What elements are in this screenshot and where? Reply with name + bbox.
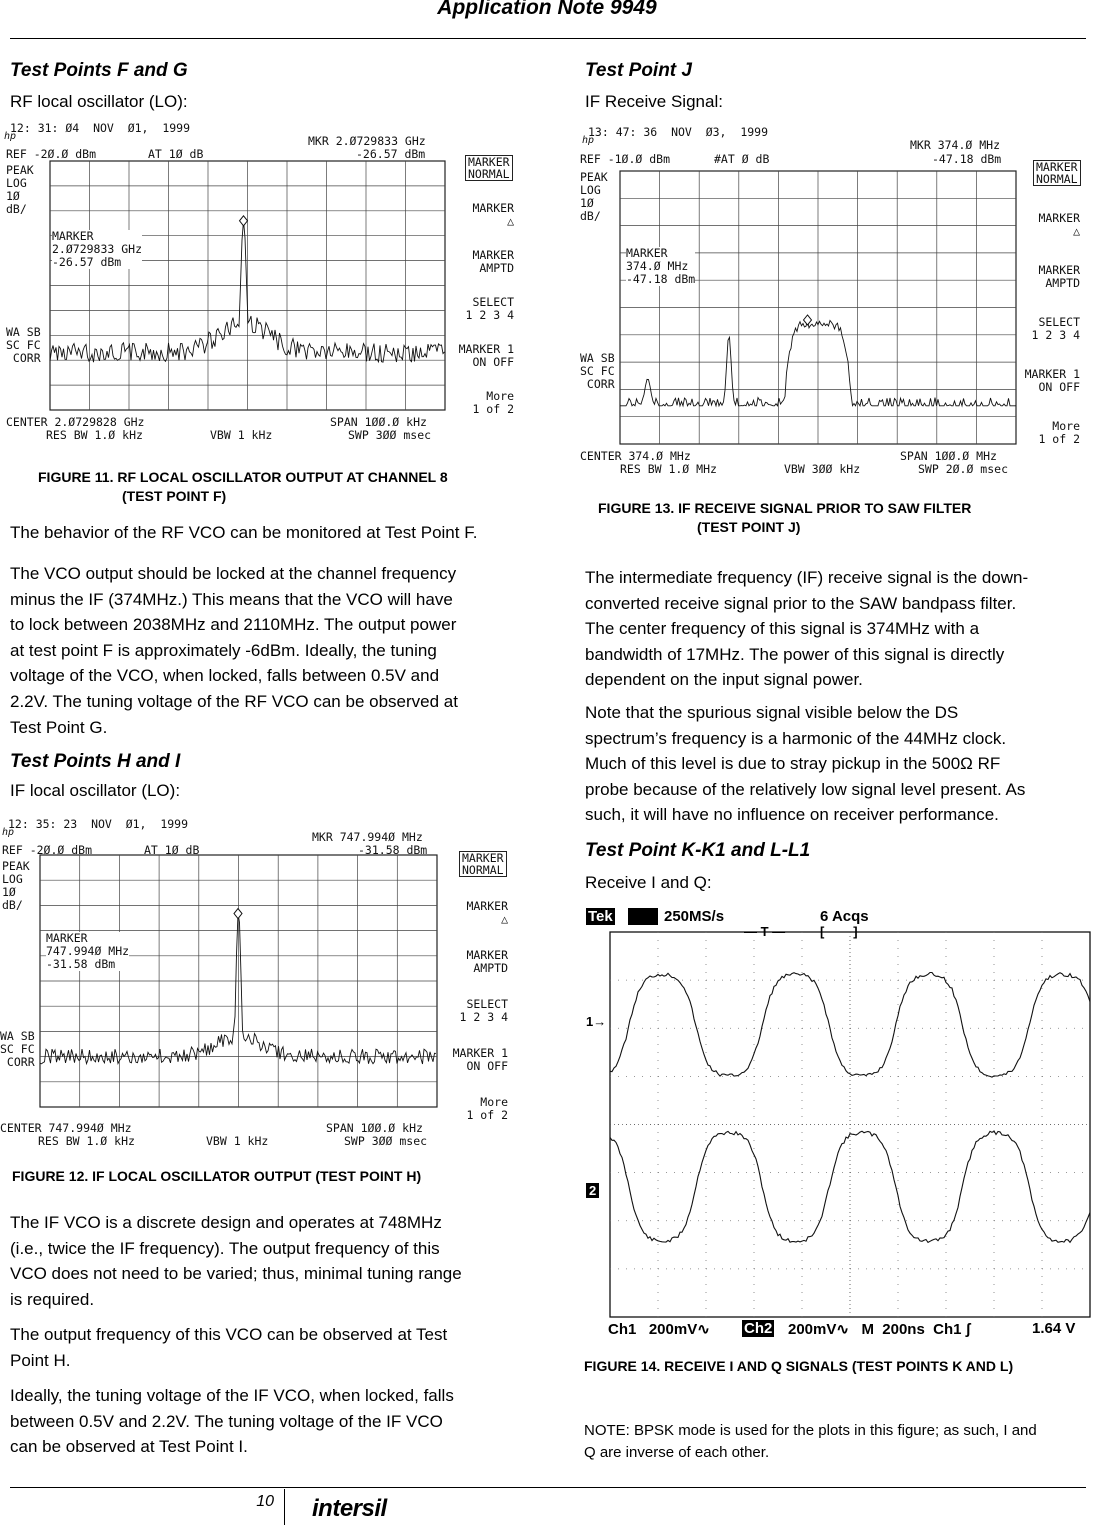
section-heading-kl: Test Point K-K1 and L-L1 bbox=[585, 840, 811, 861]
page-header-title: Application Note 9949 bbox=[437, 0, 657, 19]
left-paragraph-5: Ideally, the tuning voltage of the IF VCO, when locked, falls between 0.5V and 2.2V. The tuning voltage of the IF VCO can be observed at Test Point I. bbox=[10, 1386, 454, 1457]
fig13-center-freq: CENTER 374.Ø MHz bbox=[580, 449, 691, 463]
fig14-plot-svg bbox=[580, 908, 1094, 1343]
subheading-if-lo: IF local oscillator (LO): bbox=[10, 781, 181, 800]
fig12-plot-svg bbox=[0, 818, 514, 1152]
fig13-attenuation: #AT Ø dB bbox=[714, 152, 770, 166]
fig13-softkey-marker-delta: MARKER △ bbox=[1038, 211, 1080, 238]
section-heading-j: Test Point J bbox=[585, 60, 692, 81]
scope-trigger-level: 1.64 V bbox=[1032, 1320, 1076, 1337]
hp-logo-icon: hp bbox=[582, 135, 595, 146]
figure-14-caption: FIGURE 14. RECEIVE I AND Q SIGNALS (TEST POINTS K AND L) bbox=[584, 1358, 1014, 1374]
footer-rule bbox=[10, 1487, 1086, 1488]
fig11-softkey-marker-normal: MARKER NORMAL bbox=[465, 155, 513, 181]
ch2-ground-marker: 2 bbox=[586, 1183, 599, 1198]
figure-13-caption-line1: FIGURE 13. IF RECEIVE SIGNAL PRIOR TO SAW FILTER bbox=[598, 500, 972, 516]
scope-ch1-scale: Ch1 200mV∿ bbox=[608, 1321, 710, 1338]
scope-brand-label: Tek bbox=[588, 908, 613, 925]
fig12-center-freq: CENTER 747.994Ø MHz bbox=[0, 1121, 132, 1135]
marker-diamond-icon bbox=[240, 216, 248, 226]
fig12-marker-freq: MKR 747.994Ø MHz bbox=[312, 830, 423, 844]
left-paragraph-2: The VCO output should be locked at the channel frequency minus the IF (374MHz.) This means that the VCO will have to lock between 2038MHz and 2110MHz. The output power at test point F is approximately -6dBm. Ideally, the tuning voltage of the VCO, when locked, falls between 0.5V and 2.2V. The tuning voltage of the RF VCO can be observed at Test Point G. bbox=[10, 564, 458, 737]
subheading-receive-iq: Receive I and Q: bbox=[585, 873, 712, 892]
fig11-mode-labels: WA SB SC FC CORR bbox=[6, 325, 41, 365]
section-heading-hi: Test Points H and I bbox=[10, 751, 181, 772]
marker-diamond-icon bbox=[234, 909, 242, 919]
fig11-scale-labels: PEAK LOG 1Ø dB/ bbox=[6, 163, 34, 216]
page-number: 10 bbox=[256, 1493, 274, 1510]
fig13-softkey-select: SELECT 1 2 3 4 bbox=[1031, 315, 1080, 342]
header-rule bbox=[10, 38, 1086, 39]
fig12-softkey-marker-normal: MARKER NORMAL bbox=[459, 851, 507, 877]
fig12-marker-readout: MARKER 747.994Ø MHz -31.58 dBm bbox=[46, 931, 130, 971]
fig13-rbw: RES BW 1.Ø MHz bbox=[620, 462, 717, 476]
fig11-softkey-select: SELECT 1 2 3 4 bbox=[465, 295, 514, 322]
right-paragraph-1: The intermediate frequency (IF) receive signal is the down- converted receive signal prior to the SAW bandpass filter. The center frequency of this signal is 374MHz with a bandwidth of 17MHz. The power of this signal is directly dependent on the input signal power. bbox=[585, 568, 1029, 690]
fig12-sweep: SWP 3ØØ msec bbox=[344, 1134, 428, 1148]
fig13-ref-level: REF -1Ø.Ø dBm bbox=[580, 152, 671, 166]
fig11-marker-readout: MARKER 2.Ø729833 GHz -26.57 dBm bbox=[52, 229, 143, 269]
fig12-span: SPAN 1ØØ.Ø kHz bbox=[326, 1121, 423, 1135]
scope-ch2-label: Ch2 bbox=[744, 1320, 773, 1337]
figure-14-scope-plot bbox=[580, 908, 1094, 1343]
right-paragraph-2: Note that the spurious signal visible below the DS spectrum’s frequency is a harmonic of the 44MHz clock. Much of this level is due to stray pickup in the 500Ω RF probe because of the relatively low signal level present. As such, it will have no influence on receiver performance. bbox=[585, 703, 1026, 825]
fig12-rbw: RES BW 1.Ø kHz bbox=[38, 1134, 135, 1148]
subheading-rf-lo: RF local oscillator (LO): bbox=[10, 92, 188, 111]
left-paragraph-1: The behavior of the RF VCO can be monitored at Test Point F. bbox=[10, 523, 478, 542]
figure-12-caption: FIGURE 12. IF LOCAL OSCILLATOR OUTPUT (TEST POINT H) bbox=[12, 1168, 422, 1184]
fig11-marker-level: -26.57 dBm bbox=[356, 147, 426, 161]
fig11-center-freq: CENTER 2.Ø729828 GHz bbox=[6, 415, 145, 429]
scope-acquisitions: 6 Acqs bbox=[820, 908, 869, 925]
subheading-if-receive: IF Receive Signal: bbox=[585, 92, 723, 111]
fig13-sweep: SWP 2Ø.Ø msec bbox=[918, 462, 1009, 476]
fig11-sweep: SWP 3ØØ msec bbox=[348, 428, 432, 442]
fig13-timestamp: 13: 47: 36 NOV Ø3, 1999 bbox=[588, 125, 769, 139]
fig11-timestamp: 12: 31: Ø4 NOV Ø1, 1999 bbox=[10, 121, 191, 135]
fig11-ref-level: REF -2Ø.Ø dBm bbox=[6, 147, 97, 161]
scope-trigger-marker: — T — bbox=[744, 924, 786, 939]
fig13-scale-labels: PEAK LOG 1Ø dB/ bbox=[580, 170, 608, 223]
fig13-softkey-marker1: MARKER 1 ON OFF bbox=[1024, 367, 1080, 394]
fig12-timestamp: 12: 35: 23 NOV Ø1, 1999 bbox=[8, 817, 189, 831]
hp-logo-icon: hp bbox=[2, 827, 15, 838]
fig12-softkey-marker-delta: MARKER △ bbox=[466, 899, 508, 926]
left-paragraph-4: The output frequency of this VCO can be observed at Test Point H. bbox=[10, 1325, 448, 1370]
fig11-softkey-marker1: MARKER 1 ON OFF bbox=[458, 342, 514, 369]
scope-run-indicator: . bbox=[628, 908, 658, 925]
fig11-vbw: VBW 1 kHz bbox=[210, 428, 273, 442]
fig12-vbw: VBW 1 kHz bbox=[206, 1134, 269, 1148]
fig12-softkey-marker1: MARKER 1 ON OFF bbox=[452, 1046, 508, 1073]
fig13-softkey-marker-amptd: MARKER AMPTD bbox=[1038, 263, 1080, 290]
fig13-softkey-more: More 1 of 2 bbox=[1038, 419, 1080, 446]
figure-12-spectrum-plot bbox=[0, 818, 514, 1152]
figure-11-spectrum-plot bbox=[4, 118, 518, 446]
scope-record-bracket: [ ] bbox=[820, 924, 858, 939]
fig13-marker-level: -47.18 dBm bbox=[932, 152, 1002, 166]
scope-background bbox=[580, 908, 1094, 1343]
fig11-softkey-marker-delta: MARKER △ bbox=[472, 201, 514, 228]
fig12-attenuation: AT 1Ø dB bbox=[144, 843, 200, 857]
fig11-marker-freq: MKR 2.Ø729833 GHz bbox=[308, 134, 426, 148]
fig11-softkey-marker-amptd: MARKER AMPTD bbox=[472, 248, 514, 275]
fig13-mode-labels: WA SB SC FC CORR bbox=[580, 351, 615, 391]
fig11-rbw: RES BW 1.Ø kHz bbox=[46, 428, 143, 442]
figure-11-caption-line1: FIGURE 11. RF LOCAL OSCILLATOR OUTPUT AT CHANNEL 8 bbox=[38, 469, 448, 485]
fig11-plot-svg bbox=[4, 118, 518, 446]
fig13-vbw: VBW 3ØØ kHz bbox=[784, 462, 861, 476]
fig12-scale-labels: PEAK LOG 1Ø dB/ bbox=[2, 859, 30, 912]
fig13-marker-freq: MKR 374.Ø MHz bbox=[910, 138, 1001, 152]
fig13-marker-readout: MARKER 374.Ø MHz -47.18 dBm bbox=[626, 246, 696, 286]
fig12-marker-level: -31.58 dBm bbox=[358, 843, 428, 857]
fig12-softkey-marker-amptd: MARKER AMPTD bbox=[466, 948, 508, 975]
figure-14-note: NOTE: BPSK mode is used for the plots in this figure; as such, I and Q are inverse of each other. bbox=[584, 1422, 1037, 1461]
fig13-span: SPAN 1ØØ.Ø MHz bbox=[900, 449, 997, 463]
fig12-ref-level: REF -2Ø.Ø dBm bbox=[2, 843, 93, 857]
hp-logo-icon: hp bbox=[4, 131, 17, 142]
fig11-span: SPAN 1ØØ.Ø kHz bbox=[330, 415, 427, 429]
fig12-softkey-select: SELECT 1 2 3 4 bbox=[459, 997, 508, 1024]
fig12-softkey-more: More 1 of 2 bbox=[466, 1095, 508, 1122]
ch1-ground-marker: 1→ bbox=[586, 1014, 607, 1029]
fig11-attenuation: AT 1Ø dB bbox=[148, 147, 204, 161]
section-heading-fg: Test Points F and G bbox=[10, 60, 188, 81]
scope-sample-rate: 250MS/s bbox=[664, 908, 725, 925]
footer-divider bbox=[284, 1489, 285, 1525]
fig13-softkey-marker-normal: MARKER NORMAL bbox=[1033, 160, 1081, 186]
fig12-mode-labels: WA SB SC FC CORR bbox=[0, 1029, 35, 1069]
figure-13-spectrum-plot bbox=[576, 124, 1090, 480]
marker-diamond-icon bbox=[804, 315, 812, 325]
fig11-softkey-more: More 1 of 2 bbox=[472, 389, 514, 416]
intersil-logo: intersil bbox=[312, 1495, 387, 1522]
left-paragraph-3: The IF VCO is a discrete design and operates at 748MHz (i.e., twice the IF frequency). The output frequency of this VCO does not need to be varied; thus, minimal tuning range is required. bbox=[10, 1213, 462, 1309]
scope-ch2-timebase: 200mV∿ M 200ns Ch1 ʃ bbox=[788, 1321, 971, 1338]
figure-11-caption-line2: (TEST POINT F) bbox=[122, 488, 227, 504]
figure-13-caption-line2: (TEST POINT J) bbox=[697, 519, 801, 535]
